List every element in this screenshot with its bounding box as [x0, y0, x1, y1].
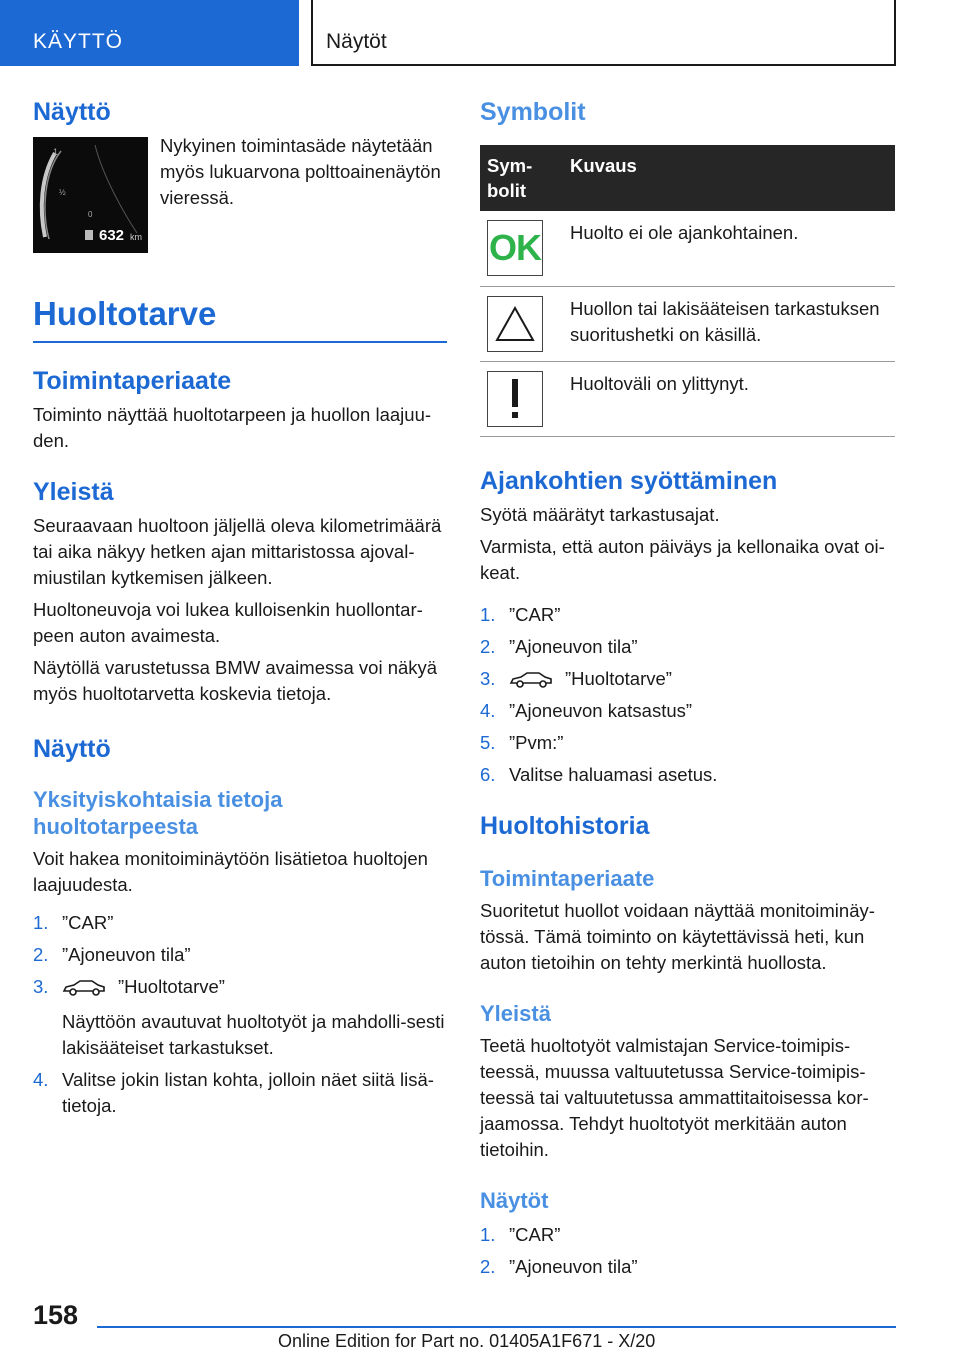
- instrument-cluster-image: [33, 137, 148, 253]
- section-header: [311, 0, 896, 66]
- history-display-heading: Näytöt: [480, 1187, 549, 1213]
- ok-icon: [487, 220, 543, 276]
- dates-steps-list: [480, 602, 895, 788]
- table-row: [480, 286, 895, 361]
- list-item: [480, 602, 895, 628]
- principle-heading: Toimintaperiaate: [33, 367, 232, 395]
- history-heading: Huoltohistoria: [480, 811, 650, 840]
- list-item: [33, 974, 447, 1061]
- list-item: [480, 1254, 895, 1280]
- table-cell-description: Huoltoväli on ylittynyt.: [563, 361, 895, 436]
- dates-paragraph-1: Syötä määrätyt tarkastusajat.: [480, 503, 720, 525]
- chapter-title: KÄYTTÖ: [33, 30, 124, 53]
- step-text: ”CAR”: [509, 1223, 561, 1245]
- dates-heading: Ajankohtien syöttäminen: [480, 466, 778, 495]
- general-paragraph-2: Huoltoneuvoja voi lukea kulloisenkin huollontar-peen auton avaimesta.: [33, 599, 423, 646]
- exclamation-icon: [487, 371, 543, 427]
- step-body: [62, 974, 447, 1061]
- dates-paragraph-2: Varmista, että auton päiväys ja kellonaika ovat oi-keat.: [480, 535, 885, 583]
- step-text: ”Ajoneuvon tila”: [509, 1255, 638, 1277]
- general-heading: Yleistä: [33, 478, 114, 506]
- range-unit: km: [130, 232, 142, 242]
- column-header-symbols: Sym-bolit: [480, 145, 563, 211]
- page-number: 158: [33, 1300, 79, 1330]
- right-column: [480, 98, 895, 1286]
- symbols-table: [480, 145, 895, 437]
- left-steps-list: [33, 910, 447, 1119]
- step-number: 2.: [33, 944, 49, 965]
- table-row: [480, 211, 895, 286]
- step-text: ”Ajoneuvon tila”: [62, 944, 191, 965]
- ok-symbol-text: OK: [489, 227, 541, 268]
- step-number: 3.: [33, 976, 49, 997]
- step-number: 3.: [480, 667, 496, 689]
- edition-text: Online Edition for Part no. 01405A1F671 - X/20: [278, 1331, 656, 1351]
- svg-text:1: 1: [53, 147, 59, 157]
- chapter-tab: [0, 0, 299, 66]
- main-title: Huoltotarve: [33, 295, 447, 343]
- step-text: ”CAR”: [62, 912, 114, 933]
- table-cell-icon: [480, 211, 563, 286]
- svg-text:0: 0: [88, 210, 93, 219]
- step-body: [509, 666, 672, 692]
- step-number: 4.: [480, 699, 496, 721]
- table-header-row: [480, 145, 895, 211]
- details-text: Voit hakea monitoiminäytöön lisätietoa huoltojen laajuudesta.: [33, 848, 428, 895]
- table-row: [480, 361, 895, 436]
- car-icon: [62, 978, 106, 996]
- list-item: [480, 1222, 895, 1248]
- list-item: [480, 698, 895, 724]
- step-number: 1.: [480, 1223, 496, 1245]
- step-number: 5.: [480, 731, 496, 753]
- history-steps-list: [480, 1222, 895, 1280]
- step-text: ”Pvm:”: [509, 731, 564, 753]
- display2-heading: Näyttö: [33, 735, 111, 763]
- footer-divider: [97, 1326, 896, 1328]
- warning-triangle-icon: [487, 296, 543, 352]
- range-readout: 632: [99, 227, 125, 244]
- step-text: ”Ajoneuvon tila”: [509, 635, 638, 657]
- list-item: [33, 942, 447, 968]
- svg-text:½: ½: [59, 188, 66, 197]
- step-subtext: Näyttöön avautuvat huoltotyöt ja mahdolli-sesti lakisääteiset tarkastukset.: [62, 1011, 445, 1058]
- table-cell-icon: [480, 361, 563, 436]
- general-paragraph-3: Näytöllä varustetussa BMW avaimessa voi näkyä myös huoltotarvetta koskevia tietoja.: [33, 657, 438, 704]
- history-principle-text: Suoritetut huollot voidaan näyttää monitoiminäy-tössä. Tämä toiminto on käytettävissä heti, kun auton tietoihin on tehty merkintä huollosta.: [480, 899, 875, 973]
- symbols-heading: Symbolit: [480, 98, 586, 126]
- step-number: 2.: [480, 1255, 496, 1277]
- list-item: [480, 666, 895, 692]
- step-number: 1.: [33, 912, 49, 933]
- list-item: [480, 730, 895, 756]
- list-item: [480, 634, 895, 660]
- table-cell-description: Huollon tai lakisääteisen tarkastuksen suoritushetki on käsillä.: [563, 286, 895, 361]
- step-text: ”CAR”: [509, 603, 561, 625]
- details-heading: Yksityiskohtaisia tietoja huoltotarpeesta: [33, 787, 283, 839]
- step-number: 1.: [480, 603, 496, 625]
- step-text: Valitse jokin listan kohta, jolloin näet siitä lisä-tietoja.: [62, 1069, 434, 1116]
- history-general-heading: Yleistä: [480, 1000, 551, 1026]
- step-number: 6.: [480, 763, 496, 785]
- list-item: [33, 910, 447, 936]
- history-general-text: Teetä huoltotyöt valmistajan Service-toimipis-teessä, muussa valtuutetussa Service-toimipis-teessä tai valtuutetussa ammattitaitoisessa kor-jaamossa. Tehdyt huoltotyöt merkitään auton tietoihin.: [480, 1034, 869, 1160]
- display-heading: Näyttö: [33, 98, 111, 126]
- list-item: [480, 762, 895, 788]
- column-header-description: Kuvaus: [563, 145, 895, 211]
- display-block: [33, 137, 447, 253]
- section-title: Näytöt: [326, 30, 387, 53]
- step-number: 2.: [480, 635, 496, 657]
- history-principle-heading: Toimintaperiaate: [480, 865, 655, 891]
- general-paragraph-1: Seuraavaan huoltoon jäljellä oleva kilometrimäärä tai aika näkyy hetken ajan mittaristossa ajoval-miustilan kytkemisen jälkeen.: [33, 515, 442, 588]
- step-text: Valitse haluamasi asetus.: [509, 763, 718, 785]
- list-item: [33, 1067, 447, 1119]
- step-text: ”Huoltotarve”: [118, 976, 225, 997]
- left-column: [33, 98, 447, 1125]
- table-cell-description: Huolto ei ole ajankohtainen.: [563, 211, 895, 286]
- step-text: ”Huoltotarve”: [565, 667, 672, 689]
- table-cell-icon: [480, 286, 563, 361]
- step-text: ”Ajoneuvon katsastus”: [509, 699, 693, 721]
- step-number: 4.: [33, 1069, 49, 1090]
- display-text: Nykyinen toimintasäde näytetään myös lukuarvona polttoainenäytön vieressä.: [160, 135, 441, 208]
- car-icon: [509, 670, 553, 688]
- principle-text: Toiminto näyttää huoltotarpeen ja huollon laajuu-den.: [33, 404, 432, 451]
